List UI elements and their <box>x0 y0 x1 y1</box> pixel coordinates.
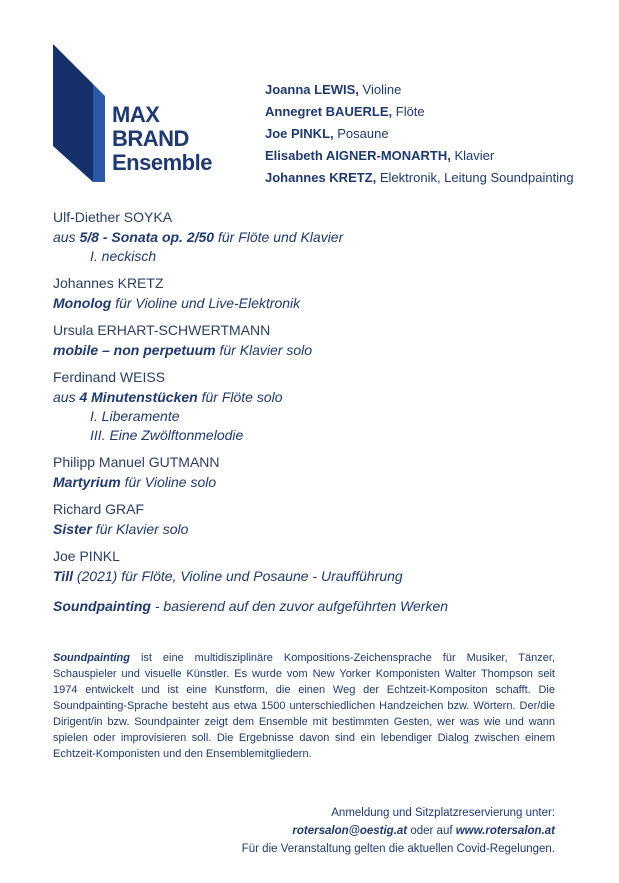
work-name: mobile – non perpetuum <box>53 342 216 358</box>
email-link[interactable]: rotersalon@oestig.at <box>292 825 408 837</box>
work-title <box>53 227 573 247</box>
description-text: ist eine multidisziplinäre Kompositions-Zeichensprache für Musiker, Tänzer, Schauspieler und visuelle Künstler. Es wurde vom New Yorker Komponisten Walter Thompson seit 1974 entwickelt und ist eine Kunstform, die einen Weg der Echtzeit-Kompositon schafft. Die Soundpainting-Sprache besteht aus etwa 1500 unterschiedlichen Handzeichen bzw. Wörtern. Der/die Dirigent/in bzw. Soundpainter zeigt dem Ensemble mit bestimmten Gesten, wer was wie und wann spielen oder improvisieren soll. Die Ergebnisse davon sind ein lebendiger Dialog zwischen einem Echtzeit-Komponisten und den Ensemblemitgliedern. <box>53 652 555 760</box>
composer-name: Richard GRAF <box>53 501 145 517</box>
contact-separator: oder auf <box>407 825 456 837</box>
work-prefix: aus <box>53 229 80 245</box>
soundpainting-title: Soundpainting <box>53 598 151 614</box>
website-link[interactable]: www.rotersalon.at <box>455 825 555 837</box>
composer-name: Joe PINKL <box>53 548 120 564</box>
work-instrumentation: (2021) für Flöte, Violine und Posaune - Uraufführung <box>72 568 403 584</box>
work-title <box>53 340 573 360</box>
program-piece <box>53 207 573 266</box>
work-instrumentation: für Flöte und Klavier <box>214 229 344 245</box>
program-piece <box>53 452 573 492</box>
work-name: Monolog <box>53 295 112 311</box>
work-title <box>53 293 573 313</box>
work-title <box>53 519 573 539</box>
composer-name: Philipp Manuel GUTMANN <box>53 454 220 470</box>
performer-row <box>265 123 574 145</box>
work-name: 5/8 - Sonata op. 2/50 <box>79 229 215 245</box>
logo-shape-back <box>53 44 93 182</box>
work-name: Sister <box>53 521 92 537</box>
work-instrumentation: für Klavier solo <box>91 521 189 537</box>
work-title <box>53 387 573 407</box>
work-prefix: aus <box>53 389 80 405</box>
performer-row <box>265 167 574 189</box>
work-name: Till <box>53 568 73 584</box>
work-instrumentation: für Flöte solo <box>197 389 283 405</box>
performer-role: Elektronik, Leitung Soundpainting <box>379 170 574 185</box>
logo-text <box>112 103 212 175</box>
performer-name: Joanna LEWIS, <box>265 82 359 97</box>
work-title <box>53 472 573 492</box>
performer-role: Klavier <box>454 148 495 163</box>
performer-name: Annegret BAUERLE, <box>265 104 393 119</box>
reservation-footer <box>242 804 555 858</box>
movement: I. Liberamente <box>90 408 180 424</box>
program-piece <box>53 367 573 445</box>
performer-list <box>265 79 574 189</box>
logo-line-3: Ensemble <box>112 150 212 175</box>
performer-row <box>265 145 574 167</box>
work-title <box>53 566 573 586</box>
program-list <box>53 207 573 614</box>
program-piece <box>53 499 573 539</box>
performer-row <box>265 79 574 101</box>
work-instrumentation: für Klavier solo <box>215 342 313 358</box>
composer-name: Johannes KRETZ <box>53 275 164 291</box>
performer-row <box>265 101 574 123</box>
description-lead: Soundpainting <box>53 652 130 664</box>
program-piece <box>53 546 573 586</box>
soundpainting-description <box>53 650 555 762</box>
composer-name: Ursula ERHART-SCHWERTMANN <box>53 322 271 338</box>
reservation-contacts <box>242 822 555 840</box>
movement: III. Eine Zwölftonmelodie <box>90 427 244 443</box>
performer-role: Violine <box>362 82 402 97</box>
program-piece <box>53 273 573 313</box>
performer-role: Flöte <box>395 104 425 119</box>
work-instrumentation: für Violine und Live-Elektronik <box>111 295 301 311</box>
performer-name: Johannes KRETZ, <box>265 170 377 185</box>
covid-notice: Für die Veranstaltung gelten die aktuellen Covid-Regelungen. <box>241 843 555 855</box>
reservation-heading: Anmeldung und Sitzplatzreservierung unter: <box>331 807 555 819</box>
composer-name: Ulf-Diether SOYKA <box>53 209 173 225</box>
performer-role: Posaune <box>337 126 389 141</box>
program-piece <box>53 320 573 360</box>
performer-name: Elisabeth AIGNER-MONARTH, <box>265 148 451 163</box>
movement: I. neckisch <box>90 248 157 264</box>
work-instrumentation: für Violine solo <box>120 474 217 490</box>
work-name: 4 Minutenstücken <box>79 389 198 405</box>
composer-name: Ferdinand WEISS <box>53 369 166 385</box>
work-name: Martyrium <box>53 474 121 490</box>
soundpainting-program-line <box>53 598 573 614</box>
logo-line-1: MAX <box>112 102 160 127</box>
soundpainting-note: - basierend auf den zuvor aufgeführten Werken <box>150 598 449 614</box>
performer-name: Joe PINKL, <box>265 126 334 141</box>
logo-line-2: BRAND <box>112 126 189 151</box>
